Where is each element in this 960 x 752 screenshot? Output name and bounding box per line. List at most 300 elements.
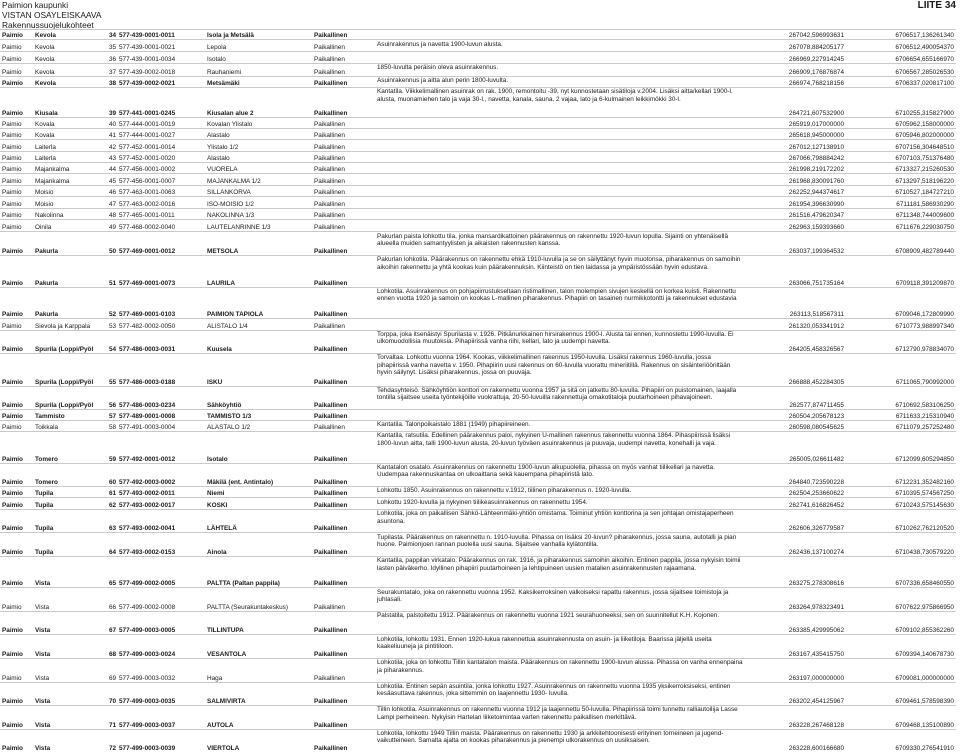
description-cell: Lohkotila. Entinen sepän asuintila, jonka lohkottu 1927. Asuinrakennus on rakennettu vuonna 1935 yksikerroksiseksi, entinen kesäasuttava rakennus, joka sittemmin on laajennettu 1930- luvulla. (375, 682, 745, 706)
village-cell: Pakurla (33, 287, 107, 319)
village-cell: Vista (33, 556, 107, 588)
property-name-cell: METSOLA (205, 232, 312, 256)
status-cell: Paikallinen (312, 463, 375, 487)
northing-cell: 6707103,751376480 (846, 151, 956, 162)
object-number-cell: 54 (107, 330, 117, 354)
status-cell: Paikallinen (312, 185, 375, 196)
description-cell (375, 51, 745, 63)
easting-cell: 267078,884205177 (745, 40, 846, 51)
municipality-cell: Paimio (0, 330, 33, 354)
village-cell: Tammisto (33, 410, 107, 420)
municipality-cell: Paimio (0, 117, 33, 128)
object-number-cell: 37 (107, 64, 117, 76)
property-id-cell: 577-439-0001-0021 (117, 40, 205, 51)
property-id-cell: 577-469-0001-0073 (117, 255, 205, 287)
description-cell: Lohkotila, lohkottu 1931. Ennen 1920-lukua rakennettua asuinrakennusta on asuin- ja liiketiloja. Baarissa jäljellä useita kaakeliuuneja ja pintitiloon. (375, 635, 745, 659)
description-cell (375, 410, 745, 420)
property-id-cell: 577-489-0001-0008 (117, 410, 205, 420)
northing-cell: 6710395,574567250 (846, 487, 956, 498)
status-cell: Paikallinen (312, 487, 375, 498)
property-name-cell: ALASTALO 1/2 (205, 420, 312, 431)
table-row (0, 588, 956, 612)
table-row (0, 319, 956, 330)
object-number-cell: 34 (107, 30, 117, 40)
property-id-cell: 577-499-0003-0005 (117, 611, 205, 635)
municipality-cell: Paimio (0, 635, 33, 659)
municipality-cell: Paimio (0, 151, 33, 162)
northing-cell: 6709081,000000000 (846, 659, 956, 683)
property-name-cell: Kuusela (205, 330, 312, 354)
easting-cell: 264205,458326567 (745, 330, 846, 354)
table-row (0, 386, 956, 410)
status-cell: Paikallinen (312, 64, 375, 76)
municipality-cell: Paimio (0, 659, 33, 683)
easting-cell: 262577,874711455 (745, 386, 846, 410)
northing-cell: 6711065,790992000 (846, 354, 956, 387)
property-name-cell: Lepola (205, 40, 312, 51)
object-number-cell: 56 (107, 386, 117, 410)
property-id-cell: 577-493-0002-0011 (117, 487, 205, 498)
northing-cell: 6713327,215260530 (846, 163, 956, 174)
village-cell: Vista (33, 611, 107, 635)
village-cell: Vista (33, 706, 107, 730)
northing-cell: 6712099,605294850 (846, 431, 956, 463)
status-cell: Paikallinen (312, 659, 375, 683)
table-row (0, 117, 956, 128)
status-cell: Paikallinen (312, 420, 375, 431)
status-cell: Paikallinen (312, 682, 375, 706)
property-id-cell: 577-456-0001-0002 (117, 163, 205, 174)
description-cell (375, 174, 745, 185)
municipality-cell: Paimio (0, 420, 33, 431)
object-number-cell: 51 (107, 255, 117, 287)
easting-cell: 262252,944374617 (745, 185, 846, 196)
description-cell: Kantatila, ratsutila. Edellinen päärakennus paloi, nykyinen U-mallinen rakennus rakennettu vuonna 1864. Pihaspiirissä lisäksi 1800-luvun aitta, talli 1900-luvun alusta, 20-luvun työväen asuinrakennus ja puuvaja, uudempi navetta, konehalli ja vaja. (375, 431, 745, 463)
status-cell: Paikallinen (312, 174, 375, 185)
northing-cell: 6710243,575145630 (846, 498, 956, 509)
table-row (0, 76, 956, 87)
easting-cell: 263202,454125967 (745, 682, 846, 706)
municipality-cell: Paimio (0, 197, 33, 208)
easting-cell: 266974,768218156 (745, 76, 846, 87)
table-row (0, 197, 956, 208)
property-name-cell: Haga (205, 659, 312, 683)
description-cell: Torvaltaa. Lohkottu vuonna 1964. Kookas, viikkelimallinen rakennus 1950-luvulla. Lisäksi rakennus 1960-luvulla, jossa pihapiirissä vanha navetta v. 1950. Pihapiirin uusi rakennus on 60-luvulla vuorattu mineriitillä. Rakennus on sisäinteriööriltään hyvin säilynyt. Lisäksi piharakennus, jossa on puuvaja. (375, 354, 745, 387)
easting-cell: 260504,205678123 (745, 410, 846, 420)
table-row (0, 611, 956, 635)
municipality-cell: Paimio (0, 556, 33, 588)
table-row (0, 151, 956, 162)
municipality-cell: Paimio (0, 729, 33, 752)
status-cell: Paikallinen (312, 386, 375, 410)
village-cell: Moisio (33, 197, 107, 208)
municipality-cell: Paimio (0, 319, 33, 330)
status-cell: Paikallinen (312, 588, 375, 612)
property-id-cell: 577-492-0001-0012 (117, 431, 205, 463)
protected-buildings-table (0, 29, 956, 752)
object-number-cell: 63 (107, 509, 117, 533)
description-cell: Pakurlan paista lohkottu tila, jonka mansardikattoinen päärakennus on rakennettu 1920-luvun lopulla. Sijainti on yhtenäisellä alueella muiden samantyylisten ja aikaisten rakennusten kanssa. (375, 232, 745, 256)
easting-cell: 262963,159393660 (745, 220, 846, 232)
easting-cell: 263228,267468128 (745, 706, 846, 730)
property-name-cell: Alastalo (205, 128, 312, 139)
table-row (0, 232, 956, 256)
municipality-cell: Paimio (0, 64, 33, 76)
municipality-cell: Paimio (0, 51, 33, 63)
table-row (0, 255, 956, 287)
table-row (0, 463, 956, 487)
status-cell: Paikallinen (312, 354, 375, 387)
table-row (0, 87, 956, 117)
description-cell: Tillin lohkotila. Asuinrakennus on rakennettu vuonna 1912 ja laajennettu 50-luvulla. Pihapiirissä toimi tunnettu ralliautoilija Lasse Lampi perheineen. Nykyisin Hartelan liiketoimintaa varten rakennettu paikallisen merkittävä. (375, 706, 745, 730)
status-cell: Paikallinen (312, 128, 375, 139)
village-cell: Majankalma (33, 163, 107, 174)
northing-cell: 6709461,578598390 (846, 682, 956, 706)
easting-cell: 264840,723590228 (745, 463, 846, 487)
village-cell: Kevola (33, 51, 107, 63)
property-name-cell: Isola ja Metsälä (205, 30, 312, 40)
property-id-cell: 577-493-0002-0153 (117, 533, 205, 557)
municipality-cell: Paimio (0, 30, 33, 40)
table-row (0, 498, 956, 509)
property-id-cell: 577-499-0003-0037 (117, 706, 205, 730)
status-cell: Paikallinen (312, 410, 375, 420)
village-cell: Oinila (33, 220, 107, 232)
municipality-cell: Paimio (0, 463, 33, 487)
object-number-cell: 45 (107, 174, 117, 185)
municipality-cell: Paimio (0, 431, 33, 463)
description-cell: Asuinrakennus ja navetta 1900-luvun alusta. (375, 40, 745, 51)
easting-cell: 262436,137100274 (745, 533, 846, 557)
village-cell: Kovala (33, 128, 107, 139)
property-id-cell: 577-465-0001-0011 (117, 208, 205, 219)
village-cell: Vista (33, 635, 107, 659)
description-cell (375, 30, 745, 40)
property-id-cell: 577-486-0003-0188 (117, 354, 205, 387)
property-name-cell: VUORELA (205, 163, 312, 174)
object-number-cell: 66 (107, 588, 117, 612)
property-id-cell: 577-491-0003-0004 (117, 420, 205, 431)
object-number-cell: 55 (107, 354, 117, 387)
description-cell: Kantatila. Viikkelimallinen asuinrak on rak. 1900, remontoitu -39, nyt kunnostetaan sisätiloja v.2004. Lisäksi aitta/kellari 1900-l. alusta, muonamiehen talo ja vaja 30-l., navetta, kanala, sauna, 2 vajaa, lato ja 6-kulmainen leikkimökki 30-l. (375, 87, 745, 117)
municipality-cell: Paimio (0, 386, 33, 410)
table-row (0, 729, 956, 752)
status-cell: Paikallinen (312, 611, 375, 635)
northing-cell: 6710692,583106250 (846, 386, 956, 410)
village-cell: Nakolinna (33, 208, 107, 219)
property-name-cell: VIERTOLA (205, 729, 312, 752)
northing-cell: 6709330,276541910 (846, 729, 956, 752)
easting-cell: 261954,396630990 (745, 197, 846, 208)
property-name-cell: PAIMION TAPIOLA (205, 287, 312, 319)
property-name-cell: SALMIVIRTA (205, 682, 312, 706)
property-name-cell: Mäkilä (ent. Antintalo) (205, 463, 312, 487)
status-cell: Paikallinen (312, 287, 375, 319)
easting-cell: 261320,053341912 (745, 319, 846, 330)
northing-cell: 6708909,482789440 (846, 232, 956, 256)
northing-cell: 6706654,655166970 (846, 51, 956, 63)
municipality-cell: Paimio (0, 174, 33, 185)
municipality-cell: Paimio (0, 185, 33, 196)
table-row (0, 40, 956, 51)
object-number-cell: 67 (107, 611, 117, 635)
description-cell (375, 163, 745, 174)
description-cell: Seurakuntatalo, joka on rakennettu vuonna 1952. Kaksikerroksinen valkoiseksi rapattu rakennus, jossa sijaitsee toimistoja ja juhlasali. (375, 588, 745, 612)
description-cell (375, 128, 745, 139)
property-name-cell: LÄHTELÄ (205, 509, 312, 533)
village-cell: Moisio (33, 185, 107, 196)
easting-cell: 263385,429995062 (745, 611, 846, 635)
easting-cell: 267066,798884242 (745, 151, 846, 162)
property-id-cell: 577-452-0001-0020 (117, 151, 205, 162)
municipality-cell: Paimio (0, 287, 33, 319)
object-number-cell: 71 (107, 706, 117, 730)
status-cell: Paikallinen (312, 51, 375, 63)
table-row (0, 431, 956, 463)
village-cell: Vista (33, 729, 107, 752)
easting-cell: 261968,830091760 (745, 174, 846, 185)
northing-cell: 6711633,215310940 (846, 410, 956, 420)
municipality-cell: Paimio (0, 87, 33, 117)
table-row (0, 220, 956, 232)
northing-cell: 6712790,978834070 (846, 330, 956, 354)
table-row (0, 51, 956, 63)
property-id-cell: 577-499-0003-0024 (117, 635, 205, 659)
property-name-cell: TAMMISTO 1/3 (205, 410, 312, 420)
status-cell: Paikallinen (312, 208, 375, 219)
status-cell: Paikallinen (312, 117, 375, 128)
status-cell: Paikallinen (312, 232, 375, 256)
property-id-cell: 577-444-0001-0027 (117, 128, 205, 139)
status-cell: Paikallinen (312, 729, 375, 752)
description-cell (375, 319, 745, 330)
northing-cell: 6709468,135100890 (846, 706, 956, 730)
easting-cell: 263228,600166680 (745, 729, 846, 752)
municipality-cell: Paimio (0, 588, 33, 612)
property-id-cell: 577-486-0003-0031 (117, 330, 205, 354)
table-row (0, 659, 956, 683)
table-row (0, 354, 956, 387)
municipality-cell: Paimio (0, 163, 33, 174)
municipality-cell: Paimio (0, 706, 33, 730)
description-cell: Lohkottu 1850. Asuinrakennus on rakennettu v.1912, tiilinen piharakennus n. 1920-luvulla. (375, 487, 745, 498)
table-row (0, 420, 956, 431)
northing-cell: 6705962,158000000 (846, 117, 956, 128)
municipality-cell: Paimio (0, 682, 33, 706)
status-cell: Paikallinen (312, 220, 375, 232)
table-row (0, 533, 956, 557)
easting-cell: 263275,278308616 (745, 556, 846, 588)
object-number-cell: 70 (107, 682, 117, 706)
property-name-cell: AUTOLA (205, 706, 312, 730)
northing-cell: 6707622,975866950 (846, 588, 956, 612)
property-name-cell: Niemi (205, 487, 312, 498)
description-cell: 1850-luvulta peräisin oleva asuinrakennus. (375, 64, 745, 76)
table-row (0, 185, 956, 196)
description-cell: Lohkottu 1920-luvulla ja nykyinen tiilikeasuinrakennus on rakennettu 1954. (375, 498, 745, 509)
description-cell: Torppa, joka itsenäistyi Spurilasta v. 1926. Pitkänurkkainen hirsirakennus 1900-l. Alusta tai ennen, kunnostettu 1990-luvulla. Ei ulkomuodollisia muutoksia. Pihapiirissä vanha riihi, kellari, lato ja uudempi navetta. (375, 330, 745, 354)
village-cell: Vista (33, 588, 107, 612)
description-cell: Lohkotila, joka on paikallisen Sähkö-Lähteenmäki-yhtiön omistama. Toiminut yhtiön konttorina ja sen johtajan omistajaperheen asuntona. (375, 509, 745, 533)
northing-cell: 6711348,744009600 (846, 208, 956, 219)
property-id-cell: 577-493-0002-0041 (117, 509, 205, 533)
village-cell: Tupila (33, 487, 107, 498)
status-cell: Paikallinen (312, 163, 375, 174)
description-cell: Lohkotila. Asuinrakennus on pohjapiirrustukseltaan ristimallinen, talon molempien sivujen keskellä on korkea kuisti. Rakennettu ennen vuotta 1920 ja samoin on kookas L-mallinen piharakennus. Pihapiiri on tasainen nurmikkotontti ja rakennukset edustavia (375, 287, 745, 319)
northing-cell: 6709118,391209870 (846, 255, 956, 287)
northing-cell: 6713297,518196220 (846, 174, 956, 185)
table-row (0, 128, 956, 139)
northing-cell: 6709102,855362260 (846, 611, 956, 635)
property-id-cell: 577-468-0002-0040 (117, 220, 205, 232)
table-row (0, 487, 956, 498)
village-cell: Sievola ja Karppala (33, 319, 107, 330)
object-number-cell: 41 (107, 128, 117, 139)
municipality-cell: Paimio (0, 208, 33, 219)
object-number-cell: 57 (107, 410, 117, 420)
property-id-cell: 577-439-0001-0034 (117, 51, 205, 63)
property-name-cell: Sähköyhtiö (205, 386, 312, 410)
village-cell: Spurila (Loppi/Pyöl (33, 386, 107, 410)
village-cell: Tupila (33, 533, 107, 557)
document-header (2, 0, 101, 30)
easting-cell: 262606,326779587 (745, 509, 846, 533)
object-number-cell: 48 (107, 208, 117, 219)
northing-cell: 6707336,658460550 (846, 556, 956, 588)
status-cell: Paikallinen (312, 197, 375, 208)
northing-cell: 6706512,490054370 (846, 40, 956, 51)
table-row (0, 30, 956, 40)
northing-cell: 6710773,988997340 (846, 319, 956, 330)
easting-cell: 261516,479620347 (745, 208, 846, 219)
property-name-cell: Alastalo (205, 151, 312, 162)
table-row (0, 706, 956, 730)
northing-cell: 6711079,257252480 (846, 420, 956, 431)
municipality-cell: Paimio (0, 354, 33, 387)
object-number-cell: 53 (107, 319, 117, 330)
object-number-cell: 62 (107, 498, 117, 509)
property-name-cell: LAUTELANRINNE 1/3 (205, 220, 312, 232)
table-row (0, 682, 956, 706)
municipality-cell: Paimio (0, 498, 33, 509)
easting-cell: 263264,978323491 (745, 588, 846, 612)
object-number-cell: 42 (107, 140, 117, 151)
property-id-cell: 577-499-0002-0005 (117, 556, 205, 588)
easting-cell: 263197,000000000 (745, 659, 846, 683)
object-number-cell: 36 (107, 51, 117, 63)
property-id-cell: 577-492-0003-0002 (117, 463, 205, 487)
village-cell: Kiusala (33, 87, 107, 117)
property-id-cell: 577-439-0002-0021 (117, 76, 205, 87)
object-number-cell: 43 (107, 151, 117, 162)
object-number-cell: 58 (107, 420, 117, 431)
property-id-cell: 577-482-0002-0050 (117, 319, 205, 330)
property-name-cell: Ainola (205, 533, 312, 557)
object-number-cell: 38 (107, 76, 117, 87)
property-id-cell: 577-499-0003-0035 (117, 682, 205, 706)
property-id-cell: 577-469-0001-0012 (117, 232, 205, 256)
table-row (0, 556, 956, 588)
property-name-cell: PALTTA (Seurakuntakeskus) (205, 588, 312, 612)
object-number-cell: 68 (107, 635, 117, 659)
easting-cell: 267042,596993631 (745, 30, 846, 40)
object-number-cell: 52 (107, 287, 117, 319)
municipality-cell: Paimio (0, 232, 33, 256)
description-cell (375, 140, 745, 151)
municipality-cell: Paimio (0, 255, 33, 287)
description-cell (375, 197, 745, 208)
status-cell: Paikallinen (312, 40, 375, 51)
table-row (0, 163, 956, 174)
village-cell: Tupila (33, 509, 107, 533)
municipality-cell: Paimio (0, 509, 33, 533)
status-cell: Paikallinen (312, 509, 375, 533)
easting-cell: 264721,607532900 (745, 87, 846, 117)
northing-cell: 6710262,762120520 (846, 509, 956, 533)
property-name-cell: TILLINTUPA (205, 611, 312, 635)
property-name-cell: Kiusalan alue 2 (205, 87, 312, 117)
village-cell: Tomero (33, 463, 107, 487)
easting-cell: 260598,080545625 (745, 420, 846, 431)
description-cell: Tupilasta. Päärakennus on rakennettu n. 1910-luvulla. Pihassa on lisäksi 20-luvun? piharakennus, jossa sauna, autotalli ja pian huone. Paimionjoen rannan puolella uusi sauna. Sijaitsee vanhalla kylätontilla. (375, 533, 745, 557)
description-cell (375, 117, 745, 128)
easting-cell: 265919,017000000 (745, 117, 846, 128)
property-id-cell: 577-452-0001-0014 (117, 140, 205, 151)
northing-cell: 6709394,140678730 (846, 635, 956, 659)
object-number-cell: 49 (107, 220, 117, 232)
village-cell: Kovala (33, 117, 107, 128)
property-name-cell: ALISTALO 1/4 (205, 319, 312, 330)
plan-name: VISTAN OSAYLEISKAAVA (2, 10, 102, 20)
object-number-cell: 64 (107, 533, 117, 557)
object-number-cell: 72 (107, 729, 117, 752)
property-id-cell: 577-499-0002-0008 (117, 588, 205, 612)
municipality-cell: Paimio (0, 487, 33, 498)
easting-cell: 263167,435415750 (745, 635, 846, 659)
appendix-label: LIITE 34 (917, 0, 956, 11)
easting-cell: 265618,945000000 (745, 128, 846, 139)
description-cell (375, 185, 745, 196)
object-number-cell: 59 (107, 431, 117, 463)
easting-cell: 267012,127138910 (745, 140, 846, 151)
municipality-cell: Paimio (0, 76, 33, 87)
description-cell (375, 151, 745, 162)
property-id-cell: 577-439-0002-0018 (117, 64, 205, 76)
village-cell: Vista (33, 682, 107, 706)
object-number-cell: 60 (107, 463, 117, 487)
property-id-cell: 577-493-0002-0017 (117, 498, 205, 509)
table-row (0, 64, 956, 76)
object-number-cell: 50 (107, 232, 117, 256)
property-id-cell: 577-486-0003-0234 (117, 386, 205, 410)
northing-cell: 6706337,020817100 (846, 76, 956, 87)
property-name-cell: KOSKI (205, 498, 312, 509)
object-number-cell: 69 (107, 659, 117, 683)
description-cell (375, 220, 745, 232)
property-id-cell: 577-499-0003-0032 (117, 659, 205, 683)
property-name-cell: SILLANKORVA (205, 185, 312, 196)
description-cell: Palstatila, palstoitettu 1912. Päärakennus on rakennettu vuonna 1921 seurahuoneeksi, sen on suunnitellut K.H. Kojonen. (375, 611, 745, 635)
status-cell: Paikallinen (312, 140, 375, 151)
property-id-cell: 577-439-0001-0011 (117, 30, 205, 40)
status-cell: Paikallinen (312, 330, 375, 354)
northing-cell: 6711676,229030750 (846, 220, 956, 232)
easting-cell: 261998,219172202 (745, 163, 846, 174)
easting-cell: 263066,751735164 (745, 255, 846, 287)
table-row (0, 410, 956, 420)
easting-cell: 263037,199364532 (745, 232, 846, 256)
village-cell: Laiterla (33, 140, 107, 151)
